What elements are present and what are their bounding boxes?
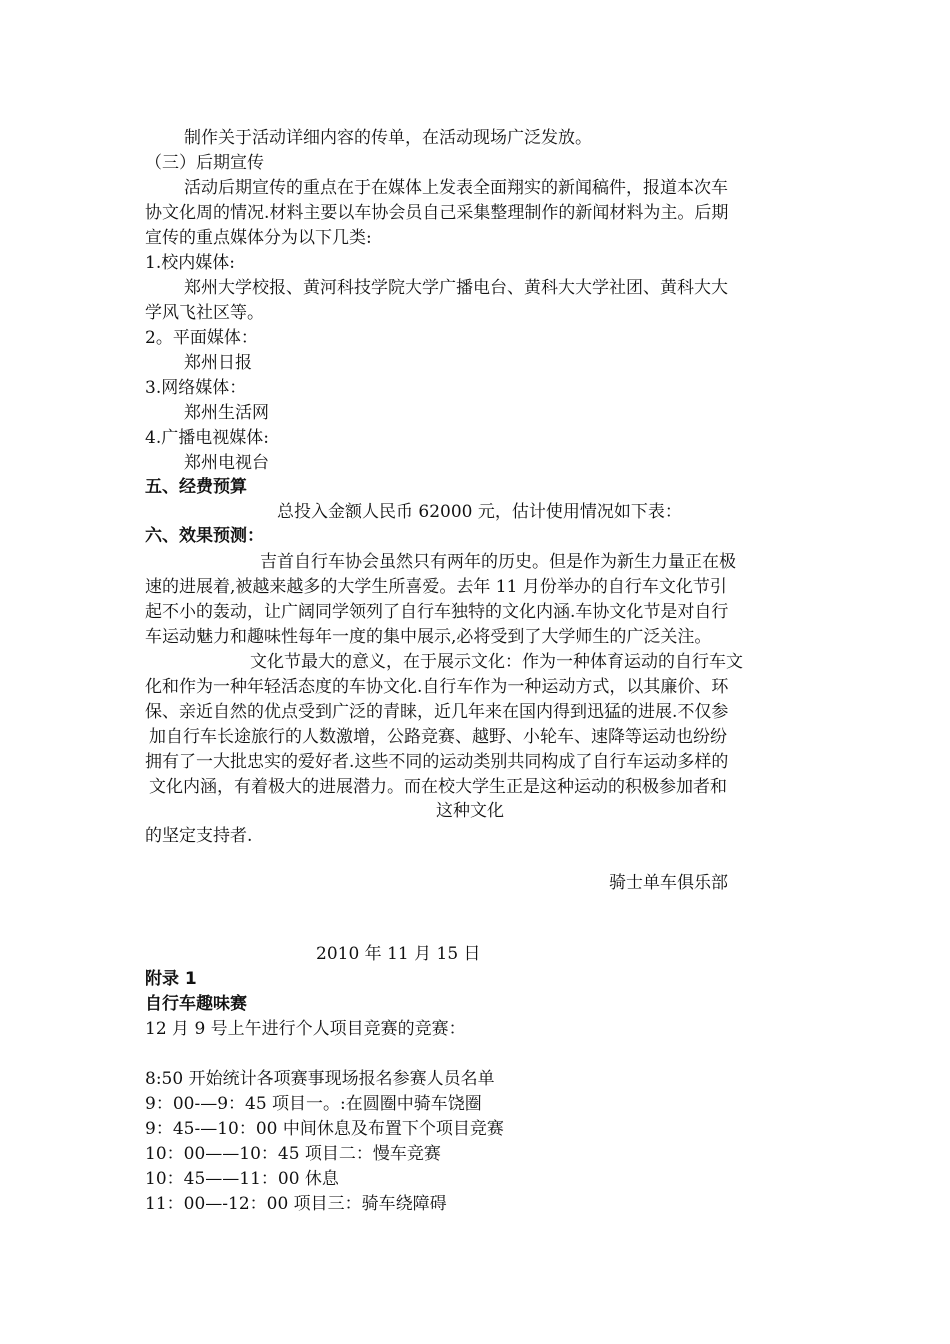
effect-paragraph-1-line-2: 速的进展着,被越来越多的大学生所喜爱。去年 11 月份举办的自行车文化节引 xyxy=(145,577,727,597)
effect-paragraph-2-line-1: 文化节最大的意义，在于展示文化：作为一种体育运动的自行车文 xyxy=(250,652,743,672)
effect-paragraph-2-line-4: 加自行车长途旅行的人数激增，公路竞赛、越野、小轮车、速降等运动也纷纷 xyxy=(149,727,727,747)
post-publicity-text-1: 活动后期宣传的重点在于在媒体上发表全面翔实的新闻稿件，报道本次车 xyxy=(184,178,728,198)
schedule-item: 10：45——11：00 休息 xyxy=(145,1169,339,1189)
schedule-item: 11：00—-12：00 项目三：骑车绕障碍 xyxy=(145,1194,447,1214)
appendix-title: 自行车趣味赛 xyxy=(145,994,247,1014)
effect-paragraph-2-line-6: 文化内涵，有着极大的进展潜力。而在校大学生正是这种运动的积极参加者和 xyxy=(149,777,727,797)
post-publicity-heading: （三）后期宣传 xyxy=(145,153,264,173)
media-title-campus: 1.校内媒体: xyxy=(145,253,235,273)
flyer-text: 制作关于活动详细内容的传单，在活动现场广泛发放。 xyxy=(184,128,592,148)
effect-paragraph-1-line-4: 车运动魅力和趣味性每年一度的集中展示,必将受到了大学师生的广泛关注。 xyxy=(145,627,712,647)
signature-date: 2010 年 11 月 15 日 xyxy=(316,944,481,964)
budget-text: 总投入金额人民币 62000 元，估计使用情况如下表： xyxy=(277,502,682,522)
budget-heading: 五、经费预算 xyxy=(145,477,247,497)
effect-paragraph-2-line-8: 的坚定支持者. xyxy=(145,826,253,846)
signature-organization: 骑士单车俱乐部 xyxy=(609,873,728,893)
effect-paragraph-2-line-3: 保、亲近自然的优点受到广泛的青睐，近几年来在国内得到迅猛的进展.不仅参 xyxy=(145,702,729,722)
media-content-print: 郑州日报 xyxy=(184,353,252,373)
effect-heading: 六、效果预测： xyxy=(145,526,264,546)
appendix-intro: 12 月 9 号上午进行个人项目竞赛的竞赛： xyxy=(145,1019,466,1039)
effect-paragraph-2-line-7: 这种文化 xyxy=(436,801,504,821)
effect-paragraph-1-line-1: 吉首自行车协会虽然只有两年的历史。但是作为新生力量正在极 xyxy=(260,552,736,572)
media-title-web: 3.网络媒体： xyxy=(145,378,247,398)
media-content-campus-2: 学风飞社区等。 xyxy=(145,303,264,323)
post-publicity-text-2: 协文化周的情况.材料主要以车协会员自己采集整理制作的新闻材料为主。后期 xyxy=(145,203,729,223)
appendix-label: 附录 1 xyxy=(145,969,197,989)
media-content-web: 郑州生活网 xyxy=(184,403,269,423)
effect-paragraph-2-line-2: 化和作为一种年轻活态度的车协文化.自行车作为一种运动方式，以其廉价、环 xyxy=(145,677,729,697)
media-title-tv: 4.广播电视媒体: xyxy=(145,428,269,448)
media-title-print: 2。平面媒体： xyxy=(145,328,258,348)
schedule-item: 9：00-—9：45 项目一。:在圆圈中骑车饶圈 xyxy=(145,1094,482,1114)
media-content-tv: 郑州电视台 xyxy=(184,453,269,473)
media-content-campus-1: 郑州大学校报、黄河科技学院大学广播电台、黄科大大学社团、黄科大大 xyxy=(184,278,728,298)
schedule-item: 9：45-—10：00 中间休息及布置下个项目竞赛 xyxy=(145,1119,504,1139)
schedule-item: 10：00——10：45 项目二：慢车竞赛 xyxy=(145,1144,441,1164)
post-publicity-text-3: 宣传的重点媒体分为以下几类: xyxy=(145,228,372,248)
effect-paragraph-2-line-5: 拥有了一大批忠实的爱好者.这些不同的运动类别共同构成了自行车运动多样的 xyxy=(145,752,729,772)
effect-paragraph-1-line-3: 起不小的轰动，让广阔同学领列了自行车独特的文化内涵.车协文化节是对自行 xyxy=(145,602,729,622)
schedule-item: 8:50 开始统计各项赛事现场报名参赛人员名单 xyxy=(145,1069,495,1089)
